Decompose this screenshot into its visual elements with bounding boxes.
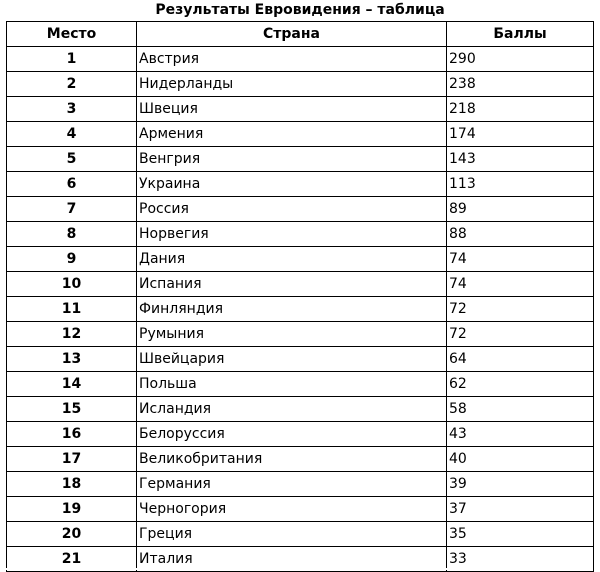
table-row: [7, 372, 594, 397]
results-table: [6, 21, 594, 572]
table-row: [7, 497, 594, 522]
place-cell: 7: [7, 197, 137, 222]
table-row: [7, 72, 594, 97]
country-cell: Германия: [137, 472, 447, 497]
table-row: [7, 172, 594, 197]
country-cell: Греция: [137, 522, 447, 547]
place-cell: 8: [7, 222, 137, 247]
place-cell: 15: [7, 397, 137, 422]
table-row: [7, 297, 594, 322]
points-cell: 64: [447, 347, 594, 372]
country-cell: Украина: [137, 172, 447, 197]
place-cell: 9: [7, 247, 137, 272]
place-cell: 4: [7, 122, 137, 147]
country-cell: Швеция: [137, 97, 447, 122]
column-header-country: Страна: [137, 22, 447, 47]
country-cell: Дания: [137, 247, 447, 272]
points-cell: 43: [447, 422, 594, 447]
place-cell: 11: [7, 297, 137, 322]
table-row: [7, 322, 594, 347]
points-cell: 62: [447, 372, 594, 397]
table-header-row: [7, 22, 594, 47]
column-header-points: Баллы: [447, 22, 594, 47]
country-cell: Великобритания: [137, 447, 447, 472]
country-cell: Норвегия: [137, 222, 447, 247]
table-row: [7, 197, 594, 222]
points-cell: 290: [447, 47, 594, 72]
country-cell: Исландия: [137, 397, 447, 422]
place-cell: 10: [7, 272, 137, 297]
table-row: [7, 397, 594, 422]
place-cell: 18: [7, 472, 137, 497]
table-row: [7, 272, 594, 297]
country-cell: Венгрия: [137, 147, 447, 172]
points-cell: 40: [447, 447, 594, 472]
table-row: [7, 472, 594, 497]
points-cell: 174: [447, 122, 594, 147]
place-cell: 12: [7, 322, 137, 347]
country-cell: Армения: [137, 122, 447, 147]
place-cell: 5: [7, 147, 137, 172]
results-table-body: [7, 47, 594, 572]
points-cell: 37: [447, 497, 594, 522]
table-row: [7, 222, 594, 247]
table-row: [7, 422, 594, 447]
place-cell: 16: [7, 422, 137, 447]
points-cell: 35: [447, 522, 594, 547]
country-cell: Польша: [137, 372, 447, 397]
place-cell: 20: [7, 522, 137, 547]
table-row: [7, 522, 594, 547]
table-row: [7, 97, 594, 122]
table-row: [7, 147, 594, 172]
points-cell: 113: [447, 172, 594, 197]
page-title: Результаты Евровидения – таблица: [155, 2, 445, 18]
points-cell: 74: [447, 272, 594, 297]
place-cell: 17: [7, 447, 137, 472]
country-cell: Россия: [137, 197, 447, 222]
table-row: [7, 122, 594, 147]
points-cell: 74: [447, 247, 594, 272]
points-cell: 72: [447, 322, 594, 347]
country-cell: Испания: [137, 272, 447, 297]
place-cell: 2: [7, 72, 137, 97]
points-cell: 33: [447, 547, 594, 572]
place-cell: 1: [7, 47, 137, 72]
table-row: [7, 347, 594, 372]
column-header-place: Место: [7, 22, 137, 47]
place-cell: 13: [7, 347, 137, 372]
country-cell: Нидерланды: [137, 72, 447, 97]
place-cell: 14: [7, 372, 137, 397]
country-cell: Италия: [137, 547, 447, 572]
country-cell: Черногория: [137, 497, 447, 522]
points-cell: 143: [447, 147, 594, 172]
points-cell: 238: [447, 72, 594, 97]
place-cell: 19: [7, 497, 137, 522]
table-row: [7, 447, 594, 472]
points-cell: 58: [447, 397, 594, 422]
points-cell: 72: [447, 297, 594, 322]
place-cell: 3: [7, 97, 137, 122]
country-cell: Австрия: [137, 47, 447, 72]
country-cell: Румыния: [137, 322, 447, 347]
points-cell: 39: [447, 472, 594, 497]
table-row: [7, 47, 594, 72]
country-cell: Швейцария: [137, 347, 447, 372]
country-cell: Финляндия: [137, 297, 447, 322]
points-cell: 89: [447, 197, 594, 222]
place-cell: 6: [7, 172, 137, 197]
points-cell: 218: [447, 97, 594, 122]
place-cell: 21: [7, 547, 137, 572]
points-cell: 88: [447, 222, 594, 247]
country-cell: Белоруссия: [137, 422, 447, 447]
table-row: [7, 247, 594, 272]
